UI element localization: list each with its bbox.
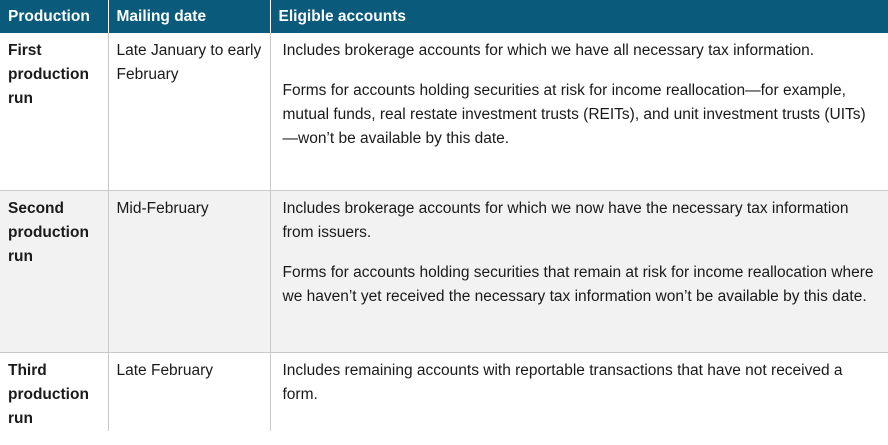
header-production: Production [0,0,108,33]
eligible-paragraph: Forms for accounts holding securities that remain at risk for income reallocation where we haven’t yet received the necessary tax information won’t be available by this date. [282,264,874,305]
header-row [0,0,888,33]
mailing-date-cell: Late January to early February [108,33,270,191]
eligible-paragraph: Includes brokerage accounts for which we have all necessary tax information. [282,42,815,59]
table-row [0,33,888,191]
eligible-paragraph: Includes brokerage accounts for which we now have the necessary tax information from issuers. [282,200,849,241]
production-cell: First production run [0,33,108,191]
production-cell: Second production run [0,191,108,353]
header-mailing-date: Mailing date [108,0,270,33]
mailing-date-cell: Mid-February [108,191,270,353]
eligible-accounts-cell [270,353,888,432]
eligible-paragraph: Forms for accounts holding securities at risk for income reallocation—for example, mutual funds, real restate investment trusts (REITs), and unit investment trusts (UITs)—won’t be available by this date. [282,82,866,147]
eligible-paragraph: Includes remaining accounts with reportable transactions that have not received a form. [282,362,843,403]
header-eligible-accounts: Eligible accounts [270,0,888,33]
table-row [0,353,888,432]
eligible-accounts-cell [270,191,888,353]
mailing-date-cell: Late February [108,353,270,432]
eligible-accounts-cell [270,33,888,191]
production-cell: Third production run [0,353,108,432]
table-row [0,191,888,353]
